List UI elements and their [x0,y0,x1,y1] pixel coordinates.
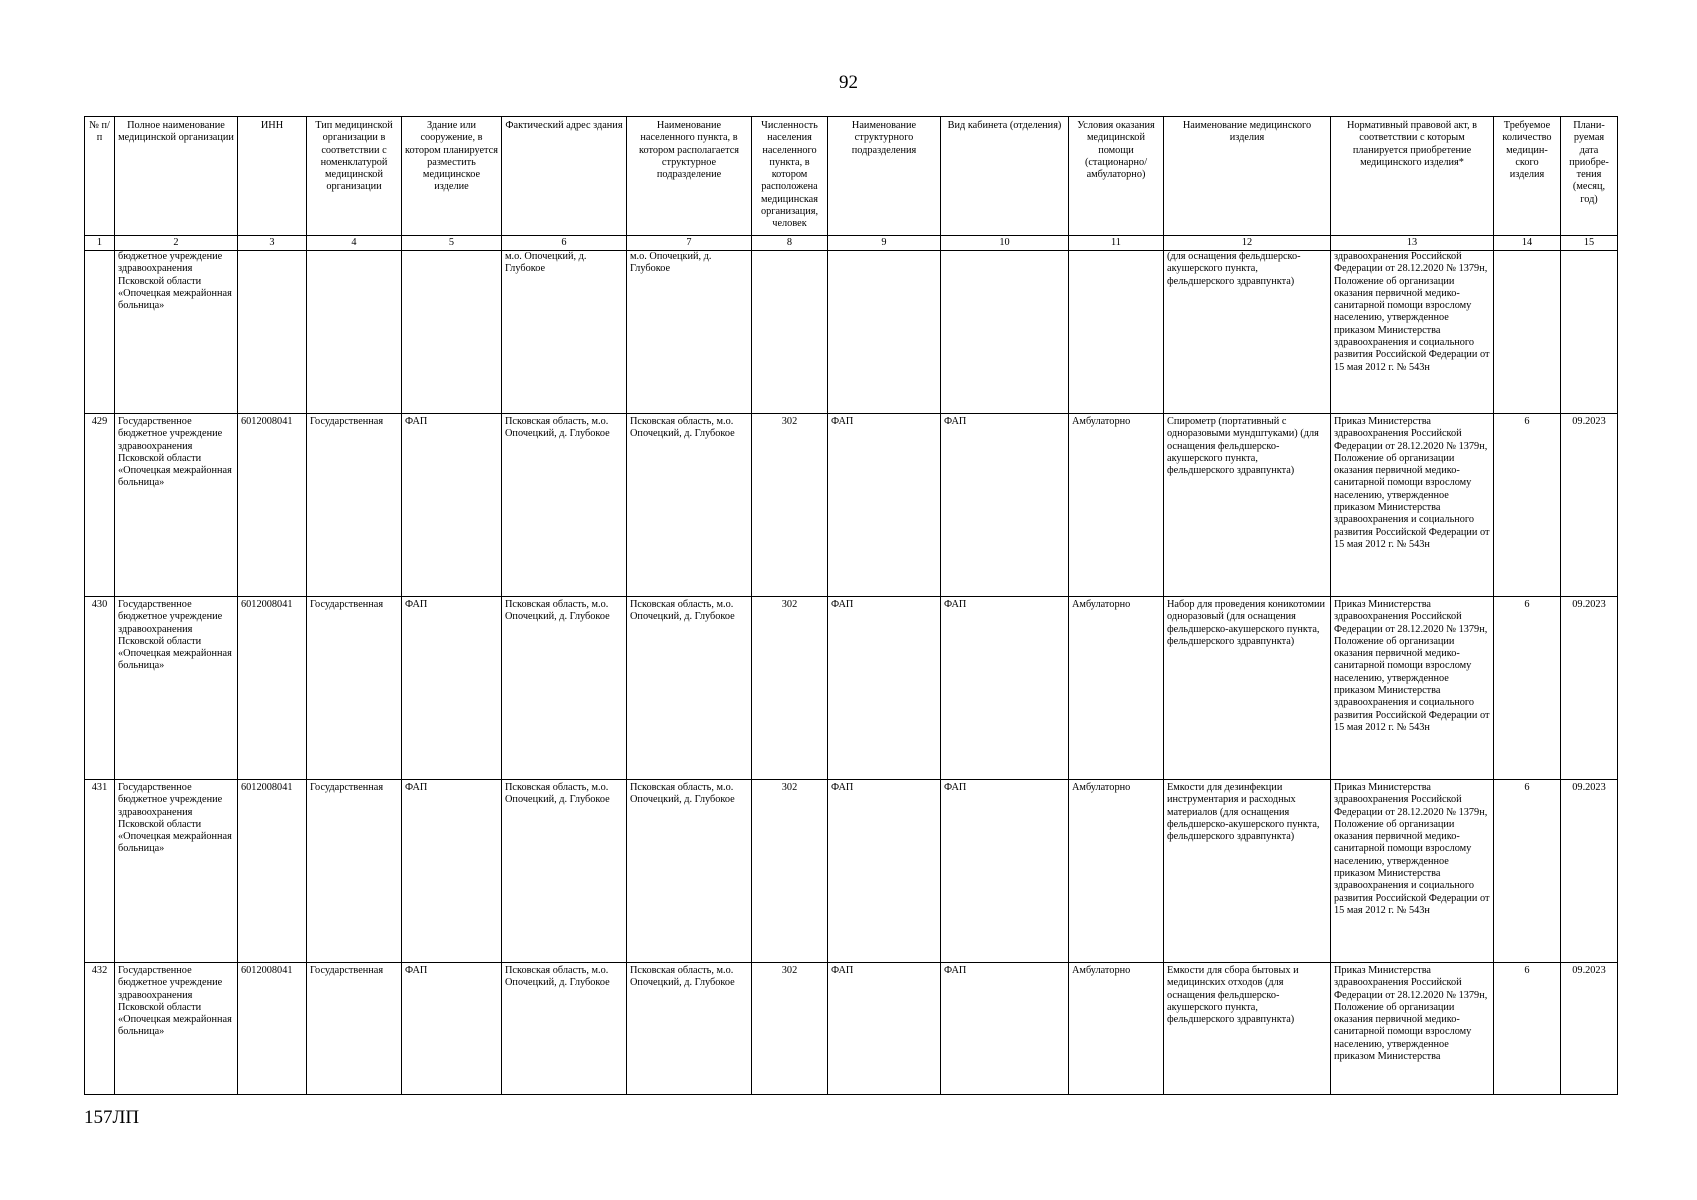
header-cell: Требуемое количество медицин-ского изделия [1494,117,1561,236]
cell-qty [1494,251,1561,414]
cell-address: Псковская область, м.о. Опочецкий, д. Глубокое [502,780,627,963]
cell-act: Приказ Министерства здравоохранения Российской Федерации от 28.12.2020 № 1379н, Положение об организации оказания первичной медико-санитарной помощи взрослому населению, утвержденное приказом Министерства здравоохранения и социального развития Российской Федерации от 15 мая 2012 г. № 543н [1331,780,1494,963]
cell-device: Набор для проведения коникотомии одноразовый (для оснащения фельдшерско-акушерского пункта, фельдшерского здравпункта) [1164,597,1331,780]
column-number: 7 [627,236,752,251]
column-number: 11 [1069,236,1164,251]
column-number: 6 [502,236,627,251]
cell-qty: 6 [1494,780,1561,963]
cell-cabinet: ФАП [941,414,1069,597]
cell-settlement: Псковская область, м.о. Опочецкий, д. Глубокое [627,597,752,780]
cell-num: 429 [85,414,115,597]
header-cell: Плани-руемая дата приобре-тения (месяц, год) [1561,117,1618,236]
cell-settlement: Псковская область, м.о. Опочецкий, д. Глубокое [627,780,752,963]
cell-org: Государственное бюджетное учреждение здравоохранения Псковской области «Опочецкая межрайонная больница» [115,963,238,1095]
cell-settlement: Псковская область, м.о. Опочецкий, д. Глубокое [627,963,752,1095]
table-row [85,414,1618,597]
cell-org: Государственное бюджетное учреждение здравоохранения Псковской области «Опочецкая межрайонная больница» [115,414,238,597]
cell-device: Емкости для дезинфекции инструментария и расходных материалов (для оснащения фельдшерско-акушерского пункта, фельдшерского здравпункта) [1164,780,1331,963]
cell-date: 09.2023 [1561,414,1618,597]
column-number: 5 [402,236,502,251]
cell-inn: 6012008041 [238,414,307,597]
column-number: 9 [828,236,941,251]
column-number: 12 [1164,236,1331,251]
header-cell: Нормативный правовой акт, в соответствии с которым планируется приобретение медицинского изделия* [1331,117,1494,236]
header-cell: Здание или сооружение, в котором планируется разместить медицинское изделие [402,117,502,236]
column-number: 14 [1494,236,1561,251]
cell-date: 09.2023 [1561,963,1618,1095]
cell-type: Государственная [307,963,402,1095]
cell-num: 430 [85,597,115,780]
cell-address: Псковская область, м.о. Опочецкий, д. Глубокое [502,414,627,597]
cell-settlement: Псковская область, м.о. Опочецкий, д. Глубокое [627,414,752,597]
cell-inn: 6012008041 [238,963,307,1095]
column-number: 1 [85,236,115,251]
cell-population: 302 [752,414,828,597]
cell-type: Государственная [307,780,402,963]
header-cell: Фактический адрес здания [502,117,627,236]
cell-cabinet [941,251,1069,414]
column-number: 15 [1561,236,1618,251]
cell-building: ФАП [402,597,502,780]
header-cell: № п/п [85,117,115,236]
cell-building: ФАП [402,780,502,963]
cell-device: (для оснащения фельдшерско-акушерского пункта, фельдшерского здравпункта) [1164,251,1331,414]
header-cell: Тип медицинской организации в соответствии с номенклатурой медицинской организации [307,117,402,236]
cell-act: Приказ Министерства здравоохранения Российской Федерации от 28.12.2020 № 1379н, Положение об организации оказания первичной медико-санитарной помощи взрослому населению, утвержденное приказом Министерства [1331,963,1494,1095]
header-row [85,117,1618,236]
cell-address: Псковская область, м.о. Опочецкий, д. Глубокое [502,963,627,1095]
cell-type [307,251,402,414]
cell-unit: ФАП [828,414,941,597]
cell-date: 09.2023 [1561,597,1618,780]
cell-device: Емкости для сбора бытовых и медицинских отходов (для оснащения фельдшерско-акушерского пункта, фельдшерского здравпункта) [1164,963,1331,1095]
header-cell: Численность населения населенного пункта, в котором расположена медицинская организация, человек [752,117,828,236]
cell-conditions [1069,251,1164,414]
cell-building [402,251,502,414]
cell-address: м.о. Опочецкий, д. Глубокое [502,251,627,414]
equipment-table [84,116,1618,1095]
column-number: 13 [1331,236,1494,251]
column-number: 3 [238,236,307,251]
header-cell: Наименование структурного подразделения [828,117,941,236]
cell-population: 302 [752,963,828,1095]
cell-org: Государственное бюджетное учреждение здравоохранения Псковской области «Опочецкая межрайонная больница» [115,597,238,780]
cell-cabinet: ФАП [941,963,1069,1095]
page-number: 92 [839,72,858,93]
cell-inn: 6012008041 [238,597,307,780]
document-code: 157ЛП [84,1107,140,1128]
table-row [85,597,1618,780]
cell-inn: 6012008041 [238,780,307,963]
cell-date: 09.2023 [1561,780,1618,963]
cell-type: Государственная [307,597,402,780]
cell-org: Государственное бюджетное учреждение здравоохранения Псковской области «Опочецкая межрайонная больница» [115,780,238,963]
cell-address: Псковская область, м.о. Опочецкий, д. Глубокое [502,597,627,780]
cell-org: бюджетное учреждение здравоохранения Псковской области «Опочецкая межрайонная больница» [115,251,238,414]
cell-num [85,251,115,414]
cell-building: ФАП [402,414,502,597]
table-row [85,780,1618,963]
cell-unit [828,251,941,414]
cell-conditions: Амбулаторно [1069,597,1164,780]
cell-unit: ФАП [828,597,941,780]
table-row-continuation [85,251,1618,414]
cell-cabinet: ФАП [941,597,1069,780]
cell-population [752,251,828,414]
header-cell: ИНН [238,117,307,236]
cell-act: Приказ Министерства здравоохранения Российской Федерации от 28.12.2020 № 1379н, Положение об организации оказания первичной медико-санитарной помощи взрослому населению, утвержденное приказом Министерства здравоохранения и социального развития Российской Федерации от 15 мая 2012 г. № 543н [1331,597,1494,780]
header-cell: Вид кабинета (отделения) [941,117,1069,236]
cell-conditions: Амбулаторно [1069,963,1164,1095]
cell-qty: 6 [1494,414,1561,597]
cell-qty: 6 [1494,963,1561,1095]
column-number: 10 [941,236,1069,251]
header-cell: Наименование медицинского изделия [1164,117,1331,236]
cell-unit: ФАП [828,780,941,963]
cell-unit: ФАП [828,963,941,1095]
cell-act: здравоохранения Российской Федерации от 28.12.2020 № 1379н, Положение об организации оказания первичной медико-санитарной помощи взрослому населению, утвержденное приказом Министерства здравоохранения и социального развития Российской Федерации от 15 мая 2012 г. № 543н [1331,251,1494,414]
cell-population: 302 [752,597,828,780]
cell-conditions: Амбулаторно [1069,414,1164,597]
cell-inn [238,251,307,414]
column-number: 2 [115,236,238,251]
cell-qty: 6 [1494,597,1561,780]
column-number: 4 [307,236,402,251]
column-number: 8 [752,236,828,251]
cell-building: ФАП [402,963,502,1095]
table-row [85,963,1618,1095]
cell-date [1561,251,1618,414]
cell-act: Приказ Министерства здравоохранения Российской Федерации от 28.12.2020 № 1379н, Положение об организации оказания первичной медико-санитарной помощи взрослому населению, утвержденное приказом Министерства здравоохранения и социального развития Российской Федерации от 15 мая 2012 г. № 543н [1331,414,1494,597]
cell-cabinet: ФАП [941,780,1069,963]
cell-num: 431 [85,780,115,963]
cell-device: Спирометр (портативный с одноразовыми мундштуками) (для оснащения фельдшерско-акушерского пункта, фельдшерского здравпункта) [1164,414,1331,597]
cell-population: 302 [752,780,828,963]
header-cell: Условия оказания медицинской помощи (стационарно/ амбулаторно) [1069,117,1164,236]
header-cell: Наименование населенного пункта, в котором располагается структурное подразделение [627,117,752,236]
column-number-row [85,236,1618,251]
cell-conditions: Амбулаторно [1069,780,1164,963]
header-cell: Полное наименование медицинской организации [115,117,238,236]
cell-type: Государственная [307,414,402,597]
cell-num: 432 [85,963,115,1095]
cell-settlement: м.о. Опочецкий, д. Глубокое [627,251,752,414]
